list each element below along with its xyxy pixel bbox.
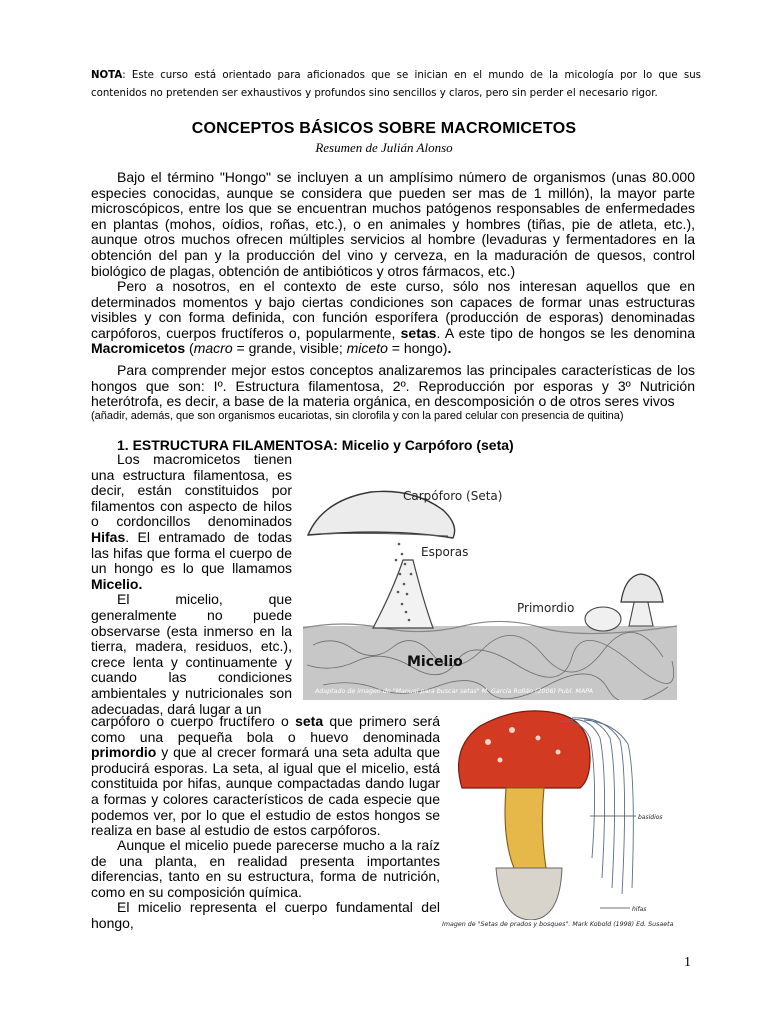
- col-text-e: El micelio, que generalmente no puede observarse (esta inmerso en la tierra, madera, residuos, etc.), crece lenta y continuamente y cuando las condiciones ambientales y nutricionales son adecuadas, dará lugar a un: [91, 591, 292, 717]
- col-text-c: . El entramado de todas las hifas que forma el cuerpo de un hongo es lo que llamamos: [91, 528, 292, 577]
- term-setas: setas: [400, 324, 437, 341]
- p2-text-a: Pero a nosotros, en el contexto de este curso, sólo nos interesan aquellos que en determinados momentos y bajo ciertas condiciones son capaces de formar unas estructuras visibles y con forma definida, con función esporífera (producción de esporas) denominadas carpóforos, cuerpos fructíferos o, popularmente,: [91, 278, 695, 341]
- p4-text-c: que primero será como una pequeña bola o huevo denominada: [91, 713, 440, 745]
- course-note: [91, 67, 701, 103]
- term-macromicetos: Macromicetos: [91, 340, 186, 357]
- label-micelio: Micelio: [407, 654, 463, 670]
- term-micelio: Micelio.: [91, 575, 143, 592]
- column-estructura: [91, 452, 292, 717]
- paragraph-caracteristicas-text: Para comprender mejor estos conceptos analizaremos las principales características de los hongos que son: Iº. Estructura filamentosa, 2º. Reproducción por esporas y 3º Nutrición heterótrofa, es decir, a base de la materia orgánica, en descomposición o de otros seres vivos: [91, 362, 695, 410]
- page-subtitle: Resumen de Julián Alonso: [315, 140, 453, 155]
- p2-text-c: . A este tipo de hongos se les denomina: [436, 324, 695, 341]
- note-label: NOTA: [91, 70, 123, 81]
- mushroom-stipe: [373, 560, 433, 628]
- paragraph-micelio-raiz: [91, 838, 440, 900]
- term-seta: seta: [295, 713, 324, 729]
- p2-text-g: = grande, visible;: [232, 340, 347, 357]
- young-mushroom-cap: [621, 574, 663, 602]
- paragraph-carpoforo: [91, 714, 440, 839]
- primordium-small: [585, 607, 621, 631]
- label-primordio: Primordio: [517, 601, 575, 615]
- figure-mushroom-diagram: [303, 470, 677, 700]
- col-text-a: Los macromicetos tienen una estructura filamentosa, es decir, están constituidos por filamentos con aspecto de hilos o cordoncillos denominados: [91, 451, 292, 530]
- amanita-cap: [459, 711, 590, 788]
- label-hifas: hifas: [632, 906, 647, 913]
- mushroom-diagram-illustration: [303, 470, 677, 700]
- p4-text-e: y que al crecer formará una seta adulta que producirá esporas. La seta, al igual que el micelio, está constituida por hifas, aunque compactadas dando lugar a formas y colores característicos de cada especie que podemos ver, por lo que el estudio de estos hongos se realiza en base al estudio de estos carpóforos.: [91, 744, 440, 839]
- amanita-volva: [496, 868, 562, 920]
- figure2-caption: Imagen de "Setas de prados y bosques". Mark Kobold (1998) Ed. Susaeta: [442, 921, 674, 928]
- page-number: 1: [684, 955, 691, 970]
- amanita-illustration: [440, 708, 700, 920]
- section-heading: 1. ESTRUCTURA FILAMENTOSA: Micelio y Carpóforo (seta): [117, 437, 514, 453]
- p2-text-j: .: [447, 340, 452, 357]
- paragraph-caracteristicas-note: (añadir, además, que son organismos eucariotas, sin clorofila y con la pared celular con presencia de quitina): [91, 410, 624, 422]
- label-carpoforo: Carpóforo (Seta): [403, 489, 503, 503]
- paragraph-micelio-raiz-text: Aunque el micelio puede parecerse mucho a la raíz de una planta, en realidad presenta importantes diferencias, tanto en su estructura, forma de nutrición, como en su composición química.: [91, 837, 440, 900]
- paragraph-caracteristicas: [91, 363, 695, 410]
- label-esporas: Esporas: [421, 545, 469, 559]
- note-text: : Este curso está orientado para aficionados que se inician en el mundo de la micología por lo que sus contenidos no pretenden ser exhaustivos y profundos sino sencillos y claros, pero sin perder el necesario rigor.: [91, 70, 701, 99]
- figure-amanita-section: [440, 708, 700, 920]
- p2-text-i: = hongo): [387, 340, 448, 357]
- p4-text-a: carpóforo o cuerpo fructífero o: [91, 713, 296, 729]
- figure1-caption: Adaptado de imagen de "Manual para buscar setas" M. García Rollán (2006) Publ. MAPA: [315, 688, 594, 695]
- paragraph-macromicetos: [91, 279, 695, 357]
- paragraph-intro: [91, 170, 695, 279]
- term-miceto: miceto: [346, 340, 388, 357]
- paragraph-micelio-cuerpo: [91, 900, 440, 931]
- label-basidios: basidios: [638, 814, 663, 821]
- term-hifas: Hifas: [91, 528, 126, 545]
- p2-text-e: (: [185, 340, 194, 357]
- paragraph-intro-text: Bajo el término "Hongo" se incluyen a un amplísimo número de organismos (unas 80.000 especies conocidas, aunque se considera que pueden ser mas de 1 millón), la mayor parte microscópicos, entre los que se encuentran muchos patógenos responsables de enfermedades en plantas (mohos, oídios, roñas, etc.), o en animales y hombres (tiñas, pie de atleta, etc.), aunque otros muchos ofrecen múltiples servicios al hombre (levaduras y fermentadores en la obtención del pan y la producción del vino y cerveza, en la maduración de quesos, control biológico de plagas, obtención de antibióticos y otros fármacos, etc.): [91, 169, 695, 279]
- term-primordio: primordio: [91, 744, 157, 761]
- paragraph-micelio-cuerpo-text: El micelio representa el cuerpo fundamental del hongo,: [91, 899, 440, 931]
- page-title: CONCEPTOS BÁSICOS SOBRE MACROMICETOS: [191, 120, 577, 137]
- amanita-stipe: [505, 788, 546, 868]
- term-macro: macro: [193, 340, 233, 357]
